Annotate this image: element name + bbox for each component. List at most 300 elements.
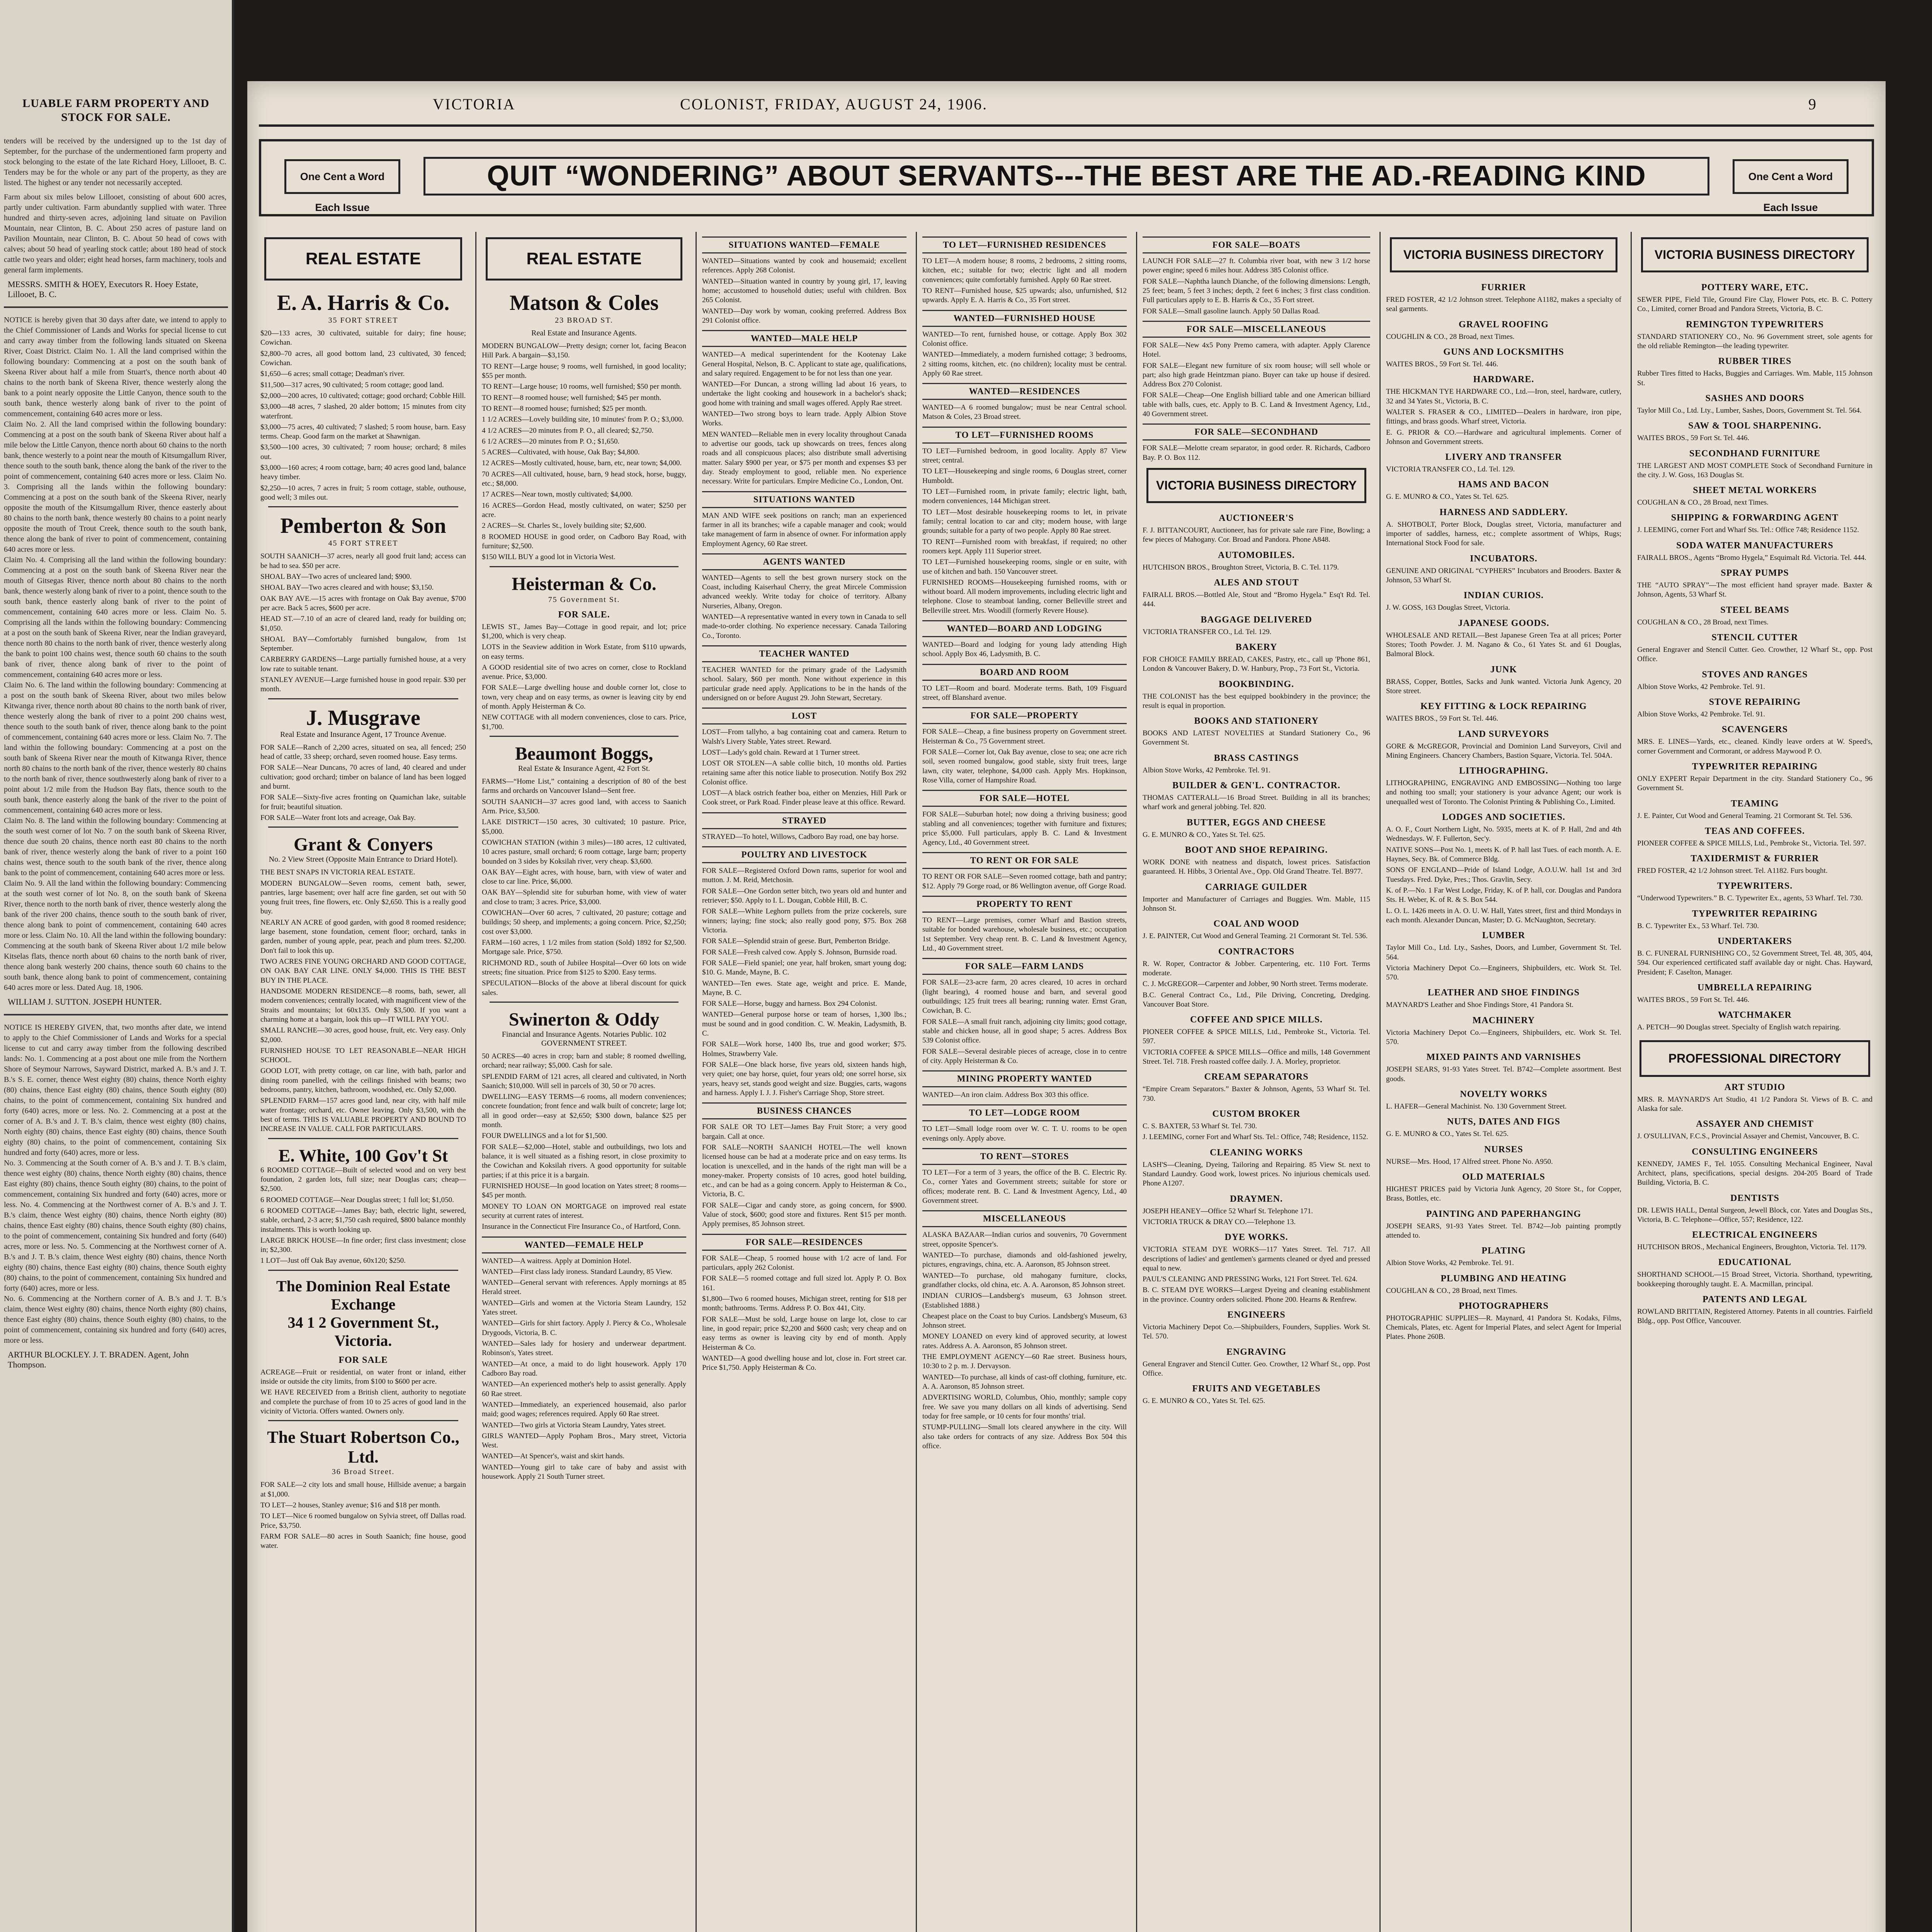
rate-box-left: One Cent a Word Each Issue	[284, 159, 400, 194]
classified-ad: FOR SALE—Work horse, 1400 lbs, true and good worker; $75. Holmes, Strawberry Vale.	[702, 1040, 906, 1058]
directory-category: BOOT AND SHOE REPAIRING.	[1185, 845, 1328, 855]
firm-subtitle: Real Estate & Insurance Agent, 42 Fort St.	[518, 764, 650, 773]
classified-ad: 17 ACRES—Near town, mostly cultivated; $4,000.	[482, 490, 633, 499]
listing-group	[260, 1166, 466, 1266]
directory-entry: THE COLONIST has the best equipped bookbindery in the province; the result is equal in proportion.	[1143, 692, 1370, 710]
classified-ad: WANTED—Girls and women at the Victoria Steam Laundry, 152 Yates street.	[482, 1299, 686, 1317]
classified-ad: FOR SALE—Water front lots and acreage, Oak Bay.	[260, 813, 416, 822]
classified-ad: HEAD ST.—7.10 of an acre of cleared land, ready for building on; $1,050.	[260, 615, 466, 633]
directory-category: STEEL BEAMS	[1720, 605, 1789, 615]
column-wanted	[696, 232, 912, 1932]
divider	[490, 1002, 679, 1003]
listing-group	[260, 329, 466, 502]
firm-name: Matson & Coles	[509, 291, 659, 315]
directory-entry: THE HICKMAN TYE HARDWARE CO., Ltd.—Iron, steel, hardware, cutlery, 32 and 34 Yates St., Victoria, B. C.	[1386, 388, 1621, 405]
directory-entry: THE LARGEST AND MOST COMPLETE Stock of Secondhand Furniture in the city. J. W. Goss, 163 Douglas St.	[1637, 461, 1872, 479]
classified-ad: WANTED—An experienced mother's help to assist generally. Apply 60 Rae street.	[482, 1380, 686, 1398]
listing-group	[922, 1230, 1127, 1451]
left-signature-3: ARTHUR BLOCKLEY. J. T. BRADEN. Agent, John Thompson.	[8, 1350, 189, 1369]
directory-entry: L. HAFER—General Machinist. No. 130 Government Street.	[1386, 1102, 1567, 1111]
directory-entry: B. C. Typewriter Ex., 53 Wharf. Tel. 730.	[1637, 922, 1759, 930]
classified-ad: WANTED—Immediately, a modern furnished cottage; 3 bedrooms, 2 sitting rooms, kitchen, etc. (no children); locality must be central. Apply 60 Rae street.	[922, 350, 1127, 378]
directory-entry: WALTER S. FRASER & CO., LIMITED—Dealers in hardware, iron pipe, fittings, and brass goods. Wharf street, Victoria.	[1386, 408, 1621, 426]
classified-ad: LEWIS ST., James Bay—Cottage in good repair, and lot; price $1,200, which is very cheap.	[482, 622, 686, 640]
classified-ad: $1,800—Two 6 roomed houses, Michigan street, renting for $18 per month; bathrooms. Terms. Address P. O. Box 441, City.	[702, 1294, 906, 1313]
directory-entry: J. LEEMING, corner Fort and Wharf Sts. Tel.: Office, 748; Residence, 1152.	[1143, 1133, 1368, 1141]
classified-ad: 8 ROOMED HOUSE in good order, on Cadboro Bay Road, with furniture; $2,500.	[482, 532, 686, 550]
firm-address: 23 BROAD ST.	[555, 316, 613, 325]
directory-category: ENGRAVING	[1226, 1347, 1287, 1357]
left-text-1: tenders will be received by the undersigned up to the 1st day of September, for the purchase of the undermentioned farm property and stock belonging to the estate of the late Richard Hoey, Lillooet, B. C. Tenders may be for the whole or any part of the property, as they are listed. The highest or any tender not necessarily accepted.	[4, 137, 226, 187]
classified-ad: OAK BAY—Eight acres, with house, barn, with view of water and close to car line. Price, $6,000.	[482, 868, 686, 886]
directory-category: SAW & TOOL SHARPENING.	[1688, 421, 1821, 431]
masthead	[247, 95, 1886, 118]
classified-ad: 6 1/2 ACRES—20 minutes from P. O.; $1,650.	[482, 437, 620, 446]
classified-ad: WANTED—Day work by woman, cooking preferred. Address Box 291 Colonist office.	[702, 307, 906, 325]
left-text-9: NOTICE IS HEREBY GIVEN, that, two months after date, we intend to apply to the Chief Commissioner of Lands and Works for a special license to cut and carry away timber from the following described lands: No. 1. Commencing at a post about one mile from the Northern Shore of Seymour Narrows, Sayward District, marked A. B.'s and J. T. B.'s S. E. corner, thence West eighty (80) chains, thence North eighty (80) chains, thence East eighty (80) chains, thence South eighty (80) chains, to the point of commencement, containing Six hundred and forty (640) acres, more or less. No. 2. Commencing at a post at the corner of A. B.'s and J. T. B.'s claim, thence west eighty (80) chains, North eighty (80) chains, thence East eighty (80) chains, thence South eighty (80) chains, to the point of commencement, containing Six hundred and forty (640) acres, more or less.	[4, 1023, 226, 1157]
section-heading: POULTRY AND LIVESTOCK	[702, 846, 906, 863]
classified-ad: $150 WILL BUY a good lot in Victoria West.	[482, 553, 616, 561]
classified-ad: $11,500—317 acres, 90 cultivated; 5 room cottage; good land.	[260, 381, 444, 389]
listing-group	[482, 622, 686, 732]
classified-ad: SMALL RANCHE—30 acres, good house, fruit, etc. Very easy. Only $2,000.	[260, 1026, 466, 1044]
directory-category: DENTISTS	[1730, 1193, 1779, 1203]
classified-ad: FURNISHED HOUSE—In good location on Yates street; 8 rooms—$45 per month.	[482, 1182, 686, 1200]
directory-entry: A. PETCH—90 Douglas street. Specialty of English watch repairing.	[1637, 1023, 1841, 1032]
directory-category: BUTTER, EGGS AND CHEESE	[1187, 817, 1326, 828]
directory-category: MIXED PAINTS AND VARNISHES	[1426, 1052, 1581, 1063]
firm-name: Beaumont Boggs,	[515, 743, 653, 764]
directory-entry: Rubber Tires fitted to Hacks, Buggies and Carriages. Wm. Mable, 115 Johnson St.	[1637, 369, 1872, 387]
directory-entry: WAITES BROS., 59 Fort St. Tel. 446.	[1386, 714, 1498, 723]
classified-ad: TO LET—Furnished room, in private family; electric light, bath, modern conveniences, 144 Michigan street.	[922, 488, 1127, 505]
classified-ad: 6 ROOMED COTTAGE—Built of selected wood and on very best foundation, 2 garden lots, full size; near Douglas cars; cheap—$2,500.	[260, 1166, 466, 1193]
firm-subtitle: Financial and Insurance Agents. Notaries Public. 102 GOVERNMENT STREET.	[502, 1030, 667, 1048]
directory-category: SHEET METAL WORKERS	[1693, 485, 1817, 496]
directory-category: LUMBER	[1482, 930, 1526, 941]
classified-ad: LOST—A black ostrich feather boa, either on Menzies, Hill Park or Cook street, or Park Road. Finder please leave at this office. Reward.	[702, 789, 906, 807]
directory-entry: COUGHLAN & CO., 28 Broad, next Times.	[1637, 618, 1769, 626]
directory-entry: E. G. PRIOR & CO.—Hardware and agricultural implements. Corner of Johnson and Government streets.	[1386, 428, 1621, 446]
directory-entry: K. of P.—No. 1 Far West Lodge, Friday, K. of P. hall, cor. Douglas and Pandora Sts. H. Weber, K. of R. & S. Box 544.	[1386, 886, 1621, 904]
left-rule-2	[4, 1014, 228, 1015]
classified-ad: STUMP-PULLING—Small lots cleared anywhere in the city. Will also take orders for contracts of any size. Address Box 504 this office.	[922, 1423, 1127, 1450]
classified-ad: FARM FOR SALE—80 acres in South Saanich; fine house, good water.	[260, 1532, 466, 1550]
listing-group	[260, 552, 466, 694]
classified-ad: LARGE BRICK HOUSE—In fine order; first class investment; close in; $2,300.	[260, 1236, 466, 1254]
directory-category: JUNK	[1490, 664, 1517, 675]
directory-entry: Victoria Machinery Depot Co.—Engineers, Shipbuilders, etc. Work St. Tel. 570.	[1386, 964, 1621, 982]
listing-group	[1143, 341, 1370, 419]
directory-category: CREAM SEPARATORS	[1204, 1072, 1309, 1082]
classified-ad: MODERN BUNGALOW—Seven rooms, cement bath, sewer, pantries, large basement; over half acre fine garden, set out with 50 young fruit trees, fine flowers, etc. Only $2,650. This is a really good buy.	[260, 879, 466, 916]
directory-entry: R. W. Roper, Contractor & Jobber. Carpentering, etc. 110 Fort. Terms moderate.	[1143, 959, 1370, 977]
directory-entry: A. SHOTBOLT, Porter Block, Douglas street, Victoria, manufacturer and importer of saddles, harness, etc.; complete assortment of Whips, Rugs; International Stock Food for sale.	[1386, 520, 1621, 548]
column-header: REAL ESTATE	[264, 237, 462, 281]
masthead-rule	[259, 124, 1874, 127]
classified-ad: FOR SALE—Field spaniel; one year, half broken, smart young dog; $10. G. Mande, Mayne, B. C.	[702, 959, 906, 977]
directory-category: DRAYMEN.	[1230, 1194, 1283, 1204]
classified-ad: RICHMOND RD., south of Jubilee Hospital—Over 60 lots on wide streets; fine situation. Price from $125 to $200. Easy terms.	[482, 959, 686, 976]
classified-ad: FOR SALE—Cigar and candy store, as going concern, for $900. Value of stock, $600; good store and fixtures. Rent $15 per month. Apply premises, 85 Johnson street.	[702, 1201, 906, 1228]
directory-entry: VICTORIA TRUCK & DRAY CO.—Telephone 13.	[1143, 1218, 1296, 1226]
newspaper-page	[247, 81, 1886, 1932]
listing-group	[482, 1257, 686, 1482]
classified-ad: FOR SALE—Ranch of 2,200 acres, situated on sea, all fenced; 250 head of cattle, 33 sheep; orchard, seven roomed house. Easy terms.	[260, 743, 466, 761]
section-heading: SITUATIONS WANTED—FEMALE	[702, 236, 906, 253]
directory-list	[1637, 282, 1872, 1032]
classified-ad: OAK BAY AVE.—15 acres with frontage on Oak Bay avenue, $700 per acre. Back 5 acres, $600 per acre.	[260, 594, 466, 612]
directory-entry: ROWLAND BRITTAIN, Registered Attorney. Patents in all countries. Fairfield Bldg., opp. Post Office, Vancouver.	[1637, 1308, 1872, 1325]
classified-ad: THE BEST SNAPS IN VICTORIA REAL ESTATE.	[260, 868, 415, 877]
directory-category: PAINTING AND PAPERHANGING	[1426, 1209, 1582, 1219]
directory-entry: HIGHEST PRICES paid by Victoria Junk Agency, 20 Store St., for Copper, Brass, Bottles, etc.	[1386, 1185, 1621, 1203]
directory-entry: L. O. L. 1426 meets in A. O. U. W. Hall, Yates street, first and third Mondays in each month. Alexander Duncan, Master; D. G. McNaughton, Secretary.	[1386, 906, 1621, 924]
classified-ad: 5 ACRES—Cultivated, with house, Oak Bay; $4,800.	[482, 448, 640, 457]
classified-ad: GIRLS WANTED—Apply Popham Bros., Mary street, Victoria West.	[482, 1432, 686, 1450]
directory-entry: MAYNARD'S Leather and Shoe Findings Store, 41 Pandora St.	[1386, 1001, 1574, 1009]
directory-category: EDUCATIONAL	[1718, 1257, 1792, 1268]
classified-ad: FOR SALE—One black horse, five years old, sixteen hands high, very quiet; one bay horse, quiet, four years old; one sorrel horse, six years, heavy set, stands good weight and size. Buggies, carts, wagons and harness. Apply I. J. J. Fisher's Carriage Shop, Store street.	[702, 1061, 906, 1097]
directory-entry: WAITES BROS., 59 Fort St. Tel. 446.	[1637, 996, 1750, 1004]
left-text-10: No. 3. Commencing at the South corner of A. B.'s and J. T. B.'s claim, thence west eighty (80) chains, thence North eighty (80) chains, thence East eighty (80) chains, thence South eighty (80) chains, to the point of commencement, containing Six hundred and forty (640) acres, more or less. No. 4. Commencing at the Northwest corner of A. B.'s and J. T. B.'s claim, thence West eighty (80) chains, thence North eighty (80) chains, thence East eighty (80) chains, thence South eighty (80) chains, to the point of commencement, containing Six hundred and forty (640) acres, more or less. No. 5. Commencing at the Northwest corner of A. B.'s and J. T. B.'s claim, thence West eighty (80) chains, thence North eighty (80) chains, thence East eighty (80) chains, thence South eighty (80) chains, to the point of commencement, containing Six hundred and forty (640) acres, more or less.	[4, 1159, 226, 1293]
directory-entry: C. J. McGREGOR—Carpenter and Jobber, 90 North street. Terms moderate.	[1143, 980, 1368, 988]
listing-group	[702, 1254, 906, 1373]
directory-entry: MRS. R. MAYNARD'S Art Studio, 41 1/2 Pandora St. Views of B. C. and Alaska for sale.	[1637, 1095, 1872, 1113]
directory-category: HARNESS AND SADDLERY.	[1439, 507, 1568, 517]
directory-entry: Taylor Mill Co., Ltd. Lty., Lumber, Sashes, Doors, Government St. Tel. 564.	[1637, 406, 1862, 415]
listing-group	[922, 403, 1127, 422]
classified-ad: TEACHER WANTED for the primary grade of the Ladysmith school. Salary, $60 per month. None without experience in this particular grade need apply. Applications to be in the hands of the undersigned on or before August 29. John Stewart, Secretary.	[702, 666, 906, 702]
classified-ad: LAUNCH FOR SALE—27 ft. Columbia river boat, with new 3 1/2 horse power engine; speed 6 miles hour. Address 385 Colonist office.	[1143, 257, 1370, 275]
directory-category: INCUBATORS.	[1470, 553, 1537, 564]
directory-entry: Albion Stove Works, 42 Pembroke. Tel. 91.	[1637, 710, 1765, 718]
directory-entry: VICTORIA COFFEE & SPICE MILLS—Office and mills, 148 Government Street. Tel. 718. Fresh roasted coffee daily. J. A. Morley, proprietor.	[1143, 1048, 1370, 1066]
classified-ad: STRAYED—To hotel, Willows, Cadboro Bay road, one bay horse.	[702, 832, 899, 841]
listing-group	[922, 257, 1127, 305]
classified-ad: SOUTH SAANICH—37 acres good land, with access to Saanich Arm. Price, $3,500.	[482, 798, 686, 815]
classified-ad: TO LET—Nice 6 roomed bungalow on Sylvia street, off Dallas road. Price, $3,750.	[260, 1512, 466, 1530]
classified-ad: TO RENT—Large house; 9 rooms, well furnished, in good locality; $55 per month.	[482, 362, 686, 380]
classified-ad: WANTED—General servant with references. Apply mornings at 85 Herald street.	[482, 1279, 686, 1296]
classified-ad: LOST—Lady's gold chain. Reward at 1 Turner street.	[702, 748, 860, 757]
directory-category: BUILDER & GEN'L. CONTRACTOR.	[1172, 781, 1340, 791]
directory-entry: J. E. Painter, Cut Wood and General Teaming. 21 Cormorant St. Tel. 536.	[1637, 811, 1853, 820]
classified-ad: LOTS in the Seaview addition in Work Estate, from $110 upwards, on easy terms.	[482, 643, 686, 661]
directory-entry: G. E. MUNRO & CO., Yates St. Tel. 625.	[1386, 1130, 1509, 1138]
directory-category: STOVE REPAIRING	[1709, 697, 1801, 707]
classified-ad: MONEY LOANED on every kind of approved security, at lowest rates. Address A. A. Aaronson, 85 Johnson street.	[922, 1332, 1127, 1350]
firm-address: 35 FORT STREET	[328, 316, 398, 325]
listing-group	[482, 777, 686, 998]
directory-category: TEAS AND COFFEES.	[1704, 826, 1805, 836]
listing-group	[922, 916, 1127, 953]
directory-category: AUCTIONEER'S	[1219, 513, 1294, 523]
classified-ad: FOR SALE OR TO LET—James Bay Fruit Store; a very good bargain. Call at once.	[702, 1123, 906, 1141]
classified-ad: FOR SALE—Cheap, a fine business property on Government street. Heisterman & Co., 75 Government street.	[922, 728, 1127, 745]
classified-ad: 6 ROOMED COTTAGE—James Bay; bath, electric light, sewered, stable, orchard, 2-3 acre; $1,750 cash required, $800 balance monthly instalments. This is worth looking up.	[260, 1206, 466, 1234]
firm-name: E. A. Harris & Co.	[277, 291, 450, 315]
classified-ad: FOR SALE—$2,000—Hotel, stable and outbuildings, two lots and balance, it is well situated as a fishing resort, in close proximity to the Cowichan and Koksilah rivers. A good opportunity for suitable parties; if at this price it is a bargain.	[482, 1143, 686, 1179]
directory-entry: WHOLESALE AND RETAIL—Best Japanese Green Tea at all prices; Porter Stores; Tooth Powder. J. M. Nagano & Co., 61 Yates St. and 61 Douglas, Balmoral Block.	[1386, 631, 1621, 658]
divider	[268, 698, 458, 699]
directory-entry: DR. LEWIS HALL, Dental Surgeon, Jewell Block, cor. Yates and Douglas Sts., Victoria, B. C. Telephone—Office, 557; Residence, 122.	[1637, 1206, 1872, 1224]
directory-entry: “Underwood Typewriters.” B. C. Typewriter Ex., agents, 53 Wharf. Tel. 730.	[1637, 894, 1863, 903]
classified-ad: FOR SALE—Melotte cream separator, in good order. R. Richards, Cadboro Bay. P. O. Box 112.	[1143, 444, 1370, 462]
classified-ad: CARBERRY GARDENS—Large partially furnished house, at a very low rate to suitable tenant.	[260, 655, 466, 673]
classified-ad: WANTED—For Duncan, a strong willing lad about 16 years, to undertake the light cooking and housework in a bachelor's shack; good home with training and small wages offered. Apply Rae street.	[702, 380, 906, 407]
listing-group	[702, 257, 906, 325]
directory-category: SASHES AND DOORS	[1705, 393, 1804, 403]
classified-ad: WANTED—Girls for shirt factory. Apply J. Piercy & Co., Wholesale Drygoods, Victoria, B. C.	[482, 1319, 686, 1337]
classified-ad: NEARLY AN ACRE of good garden, with good 8 roomed residence; large basement, stone foundation, cement floor; orchard, tanks in garden, number of young apple, pear, peach and plum trees. $2,200. Don't fail to look this up.	[260, 918, 466, 955]
classified-ad: WANTED—Ten ewes. State age, weight and price. E. Mande, Mayne, B. C.	[702, 979, 906, 997]
directory-category: CUSTOM BROKER	[1212, 1109, 1301, 1119]
classified-ad: FOR SALE—New 4x5 Pony Premo camera, with adapter. Apply Clarence Hotel.	[1143, 341, 1370, 359]
classified-ad: FOR SALE—2 city lots and small house, Hillside avenue; a bargain at $1,000.	[260, 1481, 466, 1498]
classified-ad: SPLENDID FARM—157 acres good land, near city, with half mile water frontage; orchard, etc. Owner leaving. Only $3,500, with the best of terms. THIS IS VALUABLE PROPERTY AND BOUND TO INCREASE IN VALUE. CALL FOR PARTICULARS.	[260, 1097, 466, 1133]
classified-ad: WANTED—A representative wanted in every town in Canada to sell made-to-order clothing. No experience necessary. Canada Tailoring Co., Toronto.	[702, 613, 906, 640]
divider	[268, 1420, 458, 1421]
directory-category: OLD MATERIALS	[1462, 1172, 1545, 1182]
classified-ad: FOR SALE—Near Duncans, 70 acres of land, 40 cleared and under cultivation; good orchard; timber on balance of land has been logged and burnt.	[260, 764, 466, 791]
left-text-4: Claim No. 2. All the land comprised within the following boundary: Commencing at a post on the south bank of Skeena River about half a mile below the Little Canyon, thence north about 60 chains to the north bank, thence westerly to a point near the mouth of Kitsumgallum River, thence south to the south bank, thence along the bank of the river to the point of commencement, containing 640 acres more or less. Claim No. 3. Comprising all the lands within the following boundary: Commencing at a post on the south bank of the Skeena River, nearly opposite the mouth of the Kitsumgallum River, thence easterly about 80 chains to the north bank, thence westerly 80 chains to a point nearly opposite the mouth of Trout Creek, thence south to the south bank, thence along the bank of river to point of commencement, containing 640 acres more or less.	[4, 420, 226, 554]
left-text-7: Claim No. 8. The land within the following boundary: Commencing at the south west corner of lot No. 7 on the south bank of Skeena River, thence due south 20 chains, thence north east 80 chains to the north bank of river, thence westerly along the bank of river to a point 160 chains west, thence south to the south bank of the river, thence along bank to the point of commencement, containing 640 acres more or less.	[4, 816, 226, 877]
classified-ad: $2,000—200 acres, 10 cultivated; cottage; good orchard; Cobble Hill.	[260, 391, 466, 400]
classified-ad: TO RENT OR FOR SALE—Seven roomed cottage, bath and pantry; $12. Apply 79 Gorge road, or 86 Wellington avenue, off Gorge Road.	[922, 872, 1127, 890]
section-heading: FOR SALE—SECONDHAND	[1143, 423, 1370, 440]
directory-entry: FOR CHOICE FAMILY BREAD, CAKES, Pastry, etc., call up 'Phone 861, London & Vancouver Bakery, D. W. Hanbury, Prop., 73 Fort St., Victoria.	[1143, 655, 1370, 673]
masthead-date: COLONIST, FRIDAY, AUGUST 24, 1906.	[680, 95, 988, 113]
classified-ad: TO LET—2 houses, Stanley avenue; $16 and $18 per month.	[260, 1501, 440, 1509]
directory-entry: SHORTHAND SCHOOL—15 Broad Street, Victoria. Shorthand, typewriting, bookkeeping thoroughly taught. E. A. Macmillan, principal.	[1637, 1270, 1872, 1288]
banner-title: QUIT “WONDERING” ABOUT SERVANTS---THE BEST ARE THE AD.-READING KIND	[423, 157, 1709, 196]
directory-category: TYPEWRITERS.	[1717, 881, 1793, 891]
directory-category: TEAMING	[1731, 798, 1779, 809]
directory-category: BAKERY	[1235, 642, 1277, 652]
classified-ad: WE HAVE RECEIVED from a British client, authority to negotiate and complete the purchase of from 10 to 25 acres of good land in the vicinity of Victoria. Offers wanted. Owners only.	[260, 1388, 466, 1415]
listing-group	[702, 350, 906, 486]
directory-category: WATCHMAKER	[1718, 1010, 1792, 1020]
directory-entry: GORE & McGREGOR, Provincial and Dominion Land Surveyors, Civil and Mining Engineers. Chancery Chambers, Bastion Square, Victoria. Tel. 504A.	[1386, 742, 1621, 760]
directory-entry: LITHOGRAPHING, ENGRAVING AND EMBOSSING—Nothing too large and nothing too small; your stationery is your advance Agent; our work is unequalled west of Toronto. The Colonist Printing & Publishing Co., Limited.	[1386, 779, 1621, 806]
column-to-let	[916, 232, 1132, 1932]
listing-group	[1143, 444, 1370, 463]
section-heading: FOR SALE—RESIDENCES	[702, 1234, 906, 1251]
directory-category: AUTOMOBILES.	[1218, 550, 1295, 560]
classified-ad: FOR SALE—Cheap—One English billiard table and one American billiard table with balls, cues, etc. Apply to B. C. Land & Investment Agency, Ltd., 40 Government street.	[1143, 391, 1370, 418]
directory-category: FURRIER	[1481, 282, 1526, 293]
section-heading: WANTED—FEMALE HELP	[482, 1236, 686, 1253]
section-label: FOR SALE	[338, 1355, 388, 1365]
directory-category: PLUMBING AND HEATING	[1440, 1273, 1567, 1284]
classified-ad: FOR SALE—Fresh calved cow. Apply S. Johnson, Burnside road.	[702, 948, 897, 956]
directory-category: ELECTRICAL ENGINEERS	[1692, 1230, 1818, 1240]
listing-group	[922, 1168, 1127, 1206]
listing-group	[702, 573, 906, 641]
directory-entry: J. LEEMING, corner Fort and Wharf Sts. Tel.: Office 748; Residence 1152.	[1637, 526, 1859, 534]
classified-ad: SPLENDID FARM of 121 acres, all cleared and cultivated, in North Saanich; $10,000. Will sell in parcels of 30, 50 or 70 acres.	[482, 1072, 686, 1090]
section-heading: AGENTS WANTED	[702, 553, 906, 570]
directory-category: LODGES AND SOCIETIES.	[1442, 812, 1566, 823]
column-real-estate-1	[255, 232, 471, 1932]
directory-entry: THE “AUTO SPRAY”—The most efficient hand sprayer made. Baxter & Johnson, Agents, 53 Wharf St.	[1637, 581, 1872, 599]
listing-group	[922, 810, 1127, 847]
classified-ad: ACREAGE—Fruit or residential, on water front or inland, either inside or outside the city limits, from $100 to $600 per acre.	[260, 1368, 466, 1386]
directory-category: CONSULTING ENGINEERS	[1692, 1146, 1818, 1157]
classified-ad: 6 ROOMED COTTAGE—Near Douglas street; 1 full lot; $1,050.	[260, 1196, 454, 1204]
directory-entry: Importer and Manufacturer of Carriages and Buggies. Wm. Mable, 115 Johnson St.	[1143, 895, 1370, 913]
directory-category: HARDWARE.	[1473, 374, 1534, 385]
firm-name: E. White, 100 Gov't St	[278, 1145, 448, 1165]
directory-entry: HUTCHISON BROS., Mechanical Engineers, Broughton, Victoria. Tel. 1179.	[1637, 1243, 1867, 1252]
section-heading: MISCELLANEOUS	[922, 1210, 1127, 1227]
directory-category: SPRAY PUMPS	[1721, 568, 1789, 578]
classified-ad: WANTED—To purchase, diamonds and old-fashioned jewelry, pictures, engravings, china, etc. A. Aaronson, 85 Johnson street.	[922, 1251, 1127, 1269]
classified-ad: FURNISHED ROOMS—Housekeeping furnished rooms, with or without board. All modern improvements, including electric light and telephone. Close to steamboat landing, corner Belleville street and Belleville street. Mrs. Woodill (formerly Revere House).	[922, 578, 1127, 615]
listing-group	[922, 447, 1127, 616]
section-label: FOR SALE.	[558, 609, 610, 620]
classified-ad: WANTED—Sales lady for hosiery and underwear department. Robinson's, Yates street.	[482, 1340, 686, 1357]
section-heading: TO RENT—STORES	[922, 1148, 1127, 1165]
classified-ad: A GOOD residential site of two acres on corner, close to Rockland avenue. Price, $3,000.	[482, 663, 686, 681]
listing-group	[922, 640, 1127, 659]
classified-ad: TO LET—A modern house; 8 rooms, 2 bedrooms, 2 sitting rooms, kitchen, etc.; suitable for two; electric light and all modern conveniences; quite comfortably furnished. Apply 60 Rae street.	[922, 257, 1127, 284]
directory-entry: B. C. STEAM DYE WORKS—Largest Dyeing and cleaning establishment in the province. Country orders solicited. Phone 200. Hearns & Renfrew.	[1143, 1286, 1370, 1304]
directory-entry: WORK DONE with neatness and dispatch, lowest prices. Satisfaction guaranteed. H. Hibbs, 3 Oriental Ave., Opp. Old Grand Theatre. Tel. B977.	[1143, 858, 1370, 876]
directory-entry: B.C. General Contract Co., Ltd., Pile Driving, Concreting, Dredging. Vancouver Boat Store.	[1143, 991, 1370, 1009]
classified-ad: COWICHAN—Over 60 acres, 7 cultivated, 20 pasture; cottage and buildings; 50 sheep, and implements; a going concern. Price, $2,250; cost over $3,000.	[482, 909, 686, 936]
classified-ad: MODERN BUNGALOW—Pretty design; corner lot, facing Beacon Hill Park. A bargain—$3,150.	[482, 342, 686, 360]
classified-ad: WANTED—Agents to sell the best grown nursery stock on the Coast, including Kaiserhaul Cherry, the great Mircele Commission advanced weekly. Write today for choice of territory. Albany Nurseries, Albany, Oregon.	[702, 573, 906, 610]
directory-category: KEY FITTING & LOCK REPAIRING	[1420, 701, 1587, 712]
section-heading: TO LET—LODGE ROOM	[922, 1104, 1127, 1121]
classified-ad: WANTED—A good dwelling house and lot, close in. Fort street car. Price $1,750. Apply Heisterman & Co.	[702, 1354, 906, 1372]
classified-ad: STANLEY AVENUE—Large furnished house in good repair. $30 per month.	[260, 676, 466, 694]
directory-category: COFFEE AND SPICE MILLS.	[1190, 1015, 1323, 1025]
classified-ad: TO RENT—Furnished room with breakfast, if required; no other roomers kept. Apply 111 Superior street.	[922, 537, 1127, 555]
directory-entry: PAUL'S CLEANING AND PRESSING Works, 121 Fort Street. Tel. 624.	[1143, 1275, 1358, 1284]
classified-ad: ADVERTISING WORLD, Columbus, Ohio, monthly; sample copy free. We save you many dollars on all kinds of advertising. Send today for free sample, or 10 cents for four months' trial.	[922, 1393, 1127, 1420]
directory-entry: G. E. MUNRO & CO., Yates St. Tel. 625.	[1143, 830, 1265, 839]
column-header: REAL ESTATE	[486, 237, 682, 281]
directory-entry: PIONEER COFFEE & SPICE MILLS, Ltd., Pembroke St., Victoria. Tel. 597.	[1637, 839, 1866, 847]
listing-group	[1143, 257, 1370, 316]
classified-ad: MAN AND WIFE seek positions on ranch; man an experienced farmer in all its branches; wife a capable manager and cook; would take management of farm in absence of owner. For information apply Employment Agency, 60 Rae street.	[702, 511, 906, 548]
directory-list	[1143, 513, 1370, 1406]
section-heading: WANTED—BOARD AND LODGING	[922, 620, 1127, 637]
classified-ad: $3,000—75 acres, 40 cultivated; 7 slashed; 5 room house, barn. Easy terms. Cheap. Good farm on the market at Shawnigan.	[260, 423, 466, 441]
firm-name: The Stuart Robertson Co., Ltd.	[267, 1428, 459, 1467]
section-heading: LOST	[702, 707, 906, 724]
directory-category: TYPEWRITER REPAIRING	[1692, 761, 1818, 772]
directory-entry: G. E. MUNRO & CO., Yates St. Tel. 625.	[1143, 1397, 1265, 1405]
classified-ad: TO LET—For a term of 3 years, the office of the B. C. Electric Ry. Co., corner Yates and Government streets; suitable for store or offices; moderate rent. B. C. Land & Investment Agency, Ltd., 40 Government street.	[922, 1168, 1127, 1205]
directory-entry: COUGHLIN & CO., 28 Broad, next Times.	[1386, 332, 1515, 341]
directory-entry: HUTCHISON BROS., Broughton Street, Victoria, B. C. Tel. 1179.	[1143, 563, 1339, 571]
classified-ad: FURNISHED HOUSE TO LET REASONABLE—NEAR HIGH SCHOOL.	[260, 1046, 466, 1065]
classified-ad: 2 ACRES—St. Charles St., lovely building site; $2,600.	[482, 522, 646, 530]
classified-ad: TO RENT—Large house; 10 rooms, well furnished; $50 per month.	[482, 383, 682, 391]
classified-ad: 70 ACRES—All cultivated, house, barn, 9 head stock, horse, buggy, etc.; $8,000.	[482, 470, 686, 488]
firm-subtitle: Real Estate and Insurance Agent, 17 Trounce Avenue.	[280, 730, 447, 739]
classified-ad: WANTED—Situations wanted by cook and housemaid; excellent references. Apply 268 Colonist.	[702, 257, 906, 275]
directory-category: COAL AND WOOD	[1213, 919, 1299, 929]
section-heading: PROPERTY TO RENT	[922, 896, 1127, 913]
classified-ad: 1 1/2 ACRES—Lovely building site, 10 minutes' from P. O.; $3,000.	[482, 415, 684, 424]
classified-ad: WANTED—To purchase, old mahogany furniture, clocks, grandfather clocks, old china, etc. A. A. Aaronson, 85 Johnson street.	[922, 1271, 1127, 1289]
directory-entry: NATIVE SONS—Post No. 1, meets K. of P. hall last Tues. of each month. A. E. Haynes, Secy. Bk. of Commerce Bldg.	[1386, 845, 1621, 863]
directory-entry: Taylor Mill Co., Ltd. Lty., Sashes, Doors, and Lumber, Government St. Tel. 564.	[1386, 944, 1621, 961]
classified-ad: TWO ACRES FINE YOUNG ORCHARD AND GOOD COTTAGE, ON OAK BAY CAR LINE. ONLY $4,000. THIS IS THE BEST BUY IN THE PLACE.	[260, 957, 466, 985]
listing-group	[260, 1368, 466, 1417]
directory-entry: General Engraver and Stencil Cutter. Geo. Crowther, 12 Wharf St., opp. Post Office.	[1637, 646, 1872, 663]
directory-category: PATENTS AND LEGAL	[1702, 1294, 1807, 1305]
classified-ad: FOR SALE—Corner lot, Oak Bay avenue, close to sea; one acre rich soil, seven roomed bungalow, good stable, sixty fruit trees, large lawn, city water, telephone, $4,000 cash. Apply Mrs. Hopkinson, Rose Villa, corner of Hampshire Road.	[922, 748, 1127, 784]
listing-group	[922, 684, 1127, 703]
classified-ad: SHOAL BAY—Two acres of uncleared land; $900.	[260, 572, 412, 581]
directory-category: ART STUDIO	[1724, 1082, 1786, 1092]
directory-category: PHOTOGRAPHERS	[1459, 1301, 1549, 1311]
classified-ad: FOR SALE—23-acre farm, 20 acres cleared, 10 acres in orchard (light bearing), 4 roomed house and barn, and several good outbuildings; 125 fruit trees all bearing; running water. Ernst Gran, Cowichan, B. C.	[922, 978, 1127, 1015]
listing-group	[922, 1090, 1127, 1100]
directory-list	[1386, 282, 1621, 1342]
directory-entry: LASH'S—Cleaning, Dyeing, Tailoring and Repairing. 85 View St. next to Standard Laundry. Good work, lowest prices. No injurious chemicals used. Phone A1207.	[1143, 1160, 1370, 1188]
directory-category: LEATHER AND SHOE FINDINGS	[1427, 988, 1580, 998]
directory-entry: SONS OF ENGLAND—Pride of Island Lodge, A.O.U.W. hall 1st and 3rd Tuesdays. Fred. Dyke, Pres.; Thos. Gravlin, Secy.	[1386, 866, 1621, 884]
classified-ad: INDIAN CURIOS—Landsberg's museum, 63 Johnson street. (Established 1888.)	[922, 1292, 1127, 1310]
classified-ad: 4 1/2 ACRES—20 minutes from P. O., all cleared; $2,750.	[482, 426, 654, 435]
directory-category: ALES AND STOUT	[1214, 577, 1299, 588]
classified-ad: FOR SALE—Cheap, 5 roomed house with 1/2 acre of land. For particulars, apply 262 Colonist.	[702, 1254, 906, 1272]
firm-name: Pemberton & Son	[280, 514, 446, 538]
left-text-2: Farm about six miles below Lillooet, consisting of about 600 acres, partly under cultivation. Farm abundantly supplied with water. Three hundred and thirty-seven acres, adjoining land situate on Pavilion Mountain, near Clinton, B. C. About 250 acres of pasture land on Pavilion Mountain, near Clinton, B. C. About 50 head of cows with calves; about 50 head of yearling stock cattle; about 180 head of stock cattle two years and older; eight head horses, farm machinery, tools and general farm implements.	[4, 193, 226, 274]
directory-category: BOOKBINDING.	[1218, 679, 1294, 689]
directory-category: POTTERY WARE, ETC.	[1701, 282, 1809, 293]
directory-entry: VICTORIA TRANSFER CO., Ld. Tel. 129.	[1143, 628, 1272, 636]
directory-entry: FRED FOSTER, 42 1/2 Johnson street. Telephone A1182, makes a specialty of seal garments.	[1386, 296, 1621, 313]
section-heading: TEACHER WANTED	[702, 645, 906, 662]
firm-address: 34 1 2 Government St., Victoria.	[287, 1313, 439, 1349]
classified-ad: $1,650—6 acres; small cottage; Deadman's river.	[260, 370, 405, 378]
left-heading: LUABLE FARM PROPERTY AND STOCK FOR SALE.	[22, 97, 209, 124]
firm-name: Swinerton & Oddy	[509, 1009, 660, 1030]
classified-ad: SOUTH SAANICH—37 acres, nearly all good fruit land; access can be had to sea. $50 per acre.	[260, 552, 466, 570]
directory-entry: FRED FOSTER, 42 1/2 Johnson street. Tel. A1182. Furs bought.	[1637, 867, 1828, 875]
section-heading: WANTED—FURNISHED HOUSE	[922, 310, 1127, 327]
classified-ad: $20—133 acres, 30 cultivated, suitable for dairy; fine house; Cowichan.	[260, 329, 466, 347]
directory-category: PLATING	[1481, 1246, 1526, 1256]
section-heading: WANTED—RESIDENCES	[922, 383, 1127, 400]
directory-category: JAPANESE GOODS.	[1458, 618, 1549, 628]
classified-ad: FOR SALE—Registered Oxford Down rams, superior for wool and mutton. J. M. Reid, Metchosin.	[702, 867, 906, 884]
classified-ad: WANTED—General purpose horse or team of horses, 1,300 lbs.; must be sound and in good condition. C. W. Meakin, Ladysmith, B. C.	[702, 1010, 906, 1038]
directory-entry: STANDARD STATIONERY CO., No. 96 Government street, sole agents for the old reliable Remington—the leading typewriter.	[1637, 332, 1872, 350]
classified-ad: DWELLING—EASY TERMS—6 rooms, all modern conveniences; concrete foundation; front fence and walk built of concrete; large lot; all in good order—easy at $2,650; $300 down, balance $25 per month.	[482, 1093, 686, 1129]
directory-entry: Albion Stove Works, 42 Pembroke. Tel. 91.	[1143, 766, 1271, 774]
directory-entry: VICTORIA STEAM DYE WORKS—117 Yates Street. Tel. 717. All descriptions of ladies' and gentlemen's garments cleaned or dyed and pressed equal to new.	[1143, 1245, 1370, 1272]
directory-entry: NURSE—Mrs. Hood, 17 Alfred street. Phone No. A950.	[1386, 1157, 1553, 1166]
directory-category: NOVELTY WORKS	[1460, 1089, 1548, 1099]
directory-entry: JOSEPH SEARS, 91-93 Yates Street. Tel. B742—Job painting promptly attended to.	[1386, 1222, 1621, 1240]
listing-group	[922, 978, 1127, 1066]
classified-ad: TO RENT—8 roomed house; well furnished; $45 per month.	[482, 393, 662, 402]
page-number: 9	[1808, 95, 1817, 113]
column-for-sale-directory	[1136, 232, 1376, 1932]
directory-entry: KENNEDY, JAMES F., Tel. 1055. Consulting Mechanical Engineer, Naval Architect, plans, specifications, special designs. 204-205 Board of Trade Building, Victoria, B. C.	[1637, 1160, 1872, 1187]
classified-ad: TO LET—Housekeeping and single rooms, 6 Douglas street, corner Humboldt.	[922, 467, 1127, 485]
directory-entry: Victoria Machinery Depot Co.—Shipbuilders, Founders, Supplies. Work St. Tel. 570.	[1143, 1323, 1370, 1341]
